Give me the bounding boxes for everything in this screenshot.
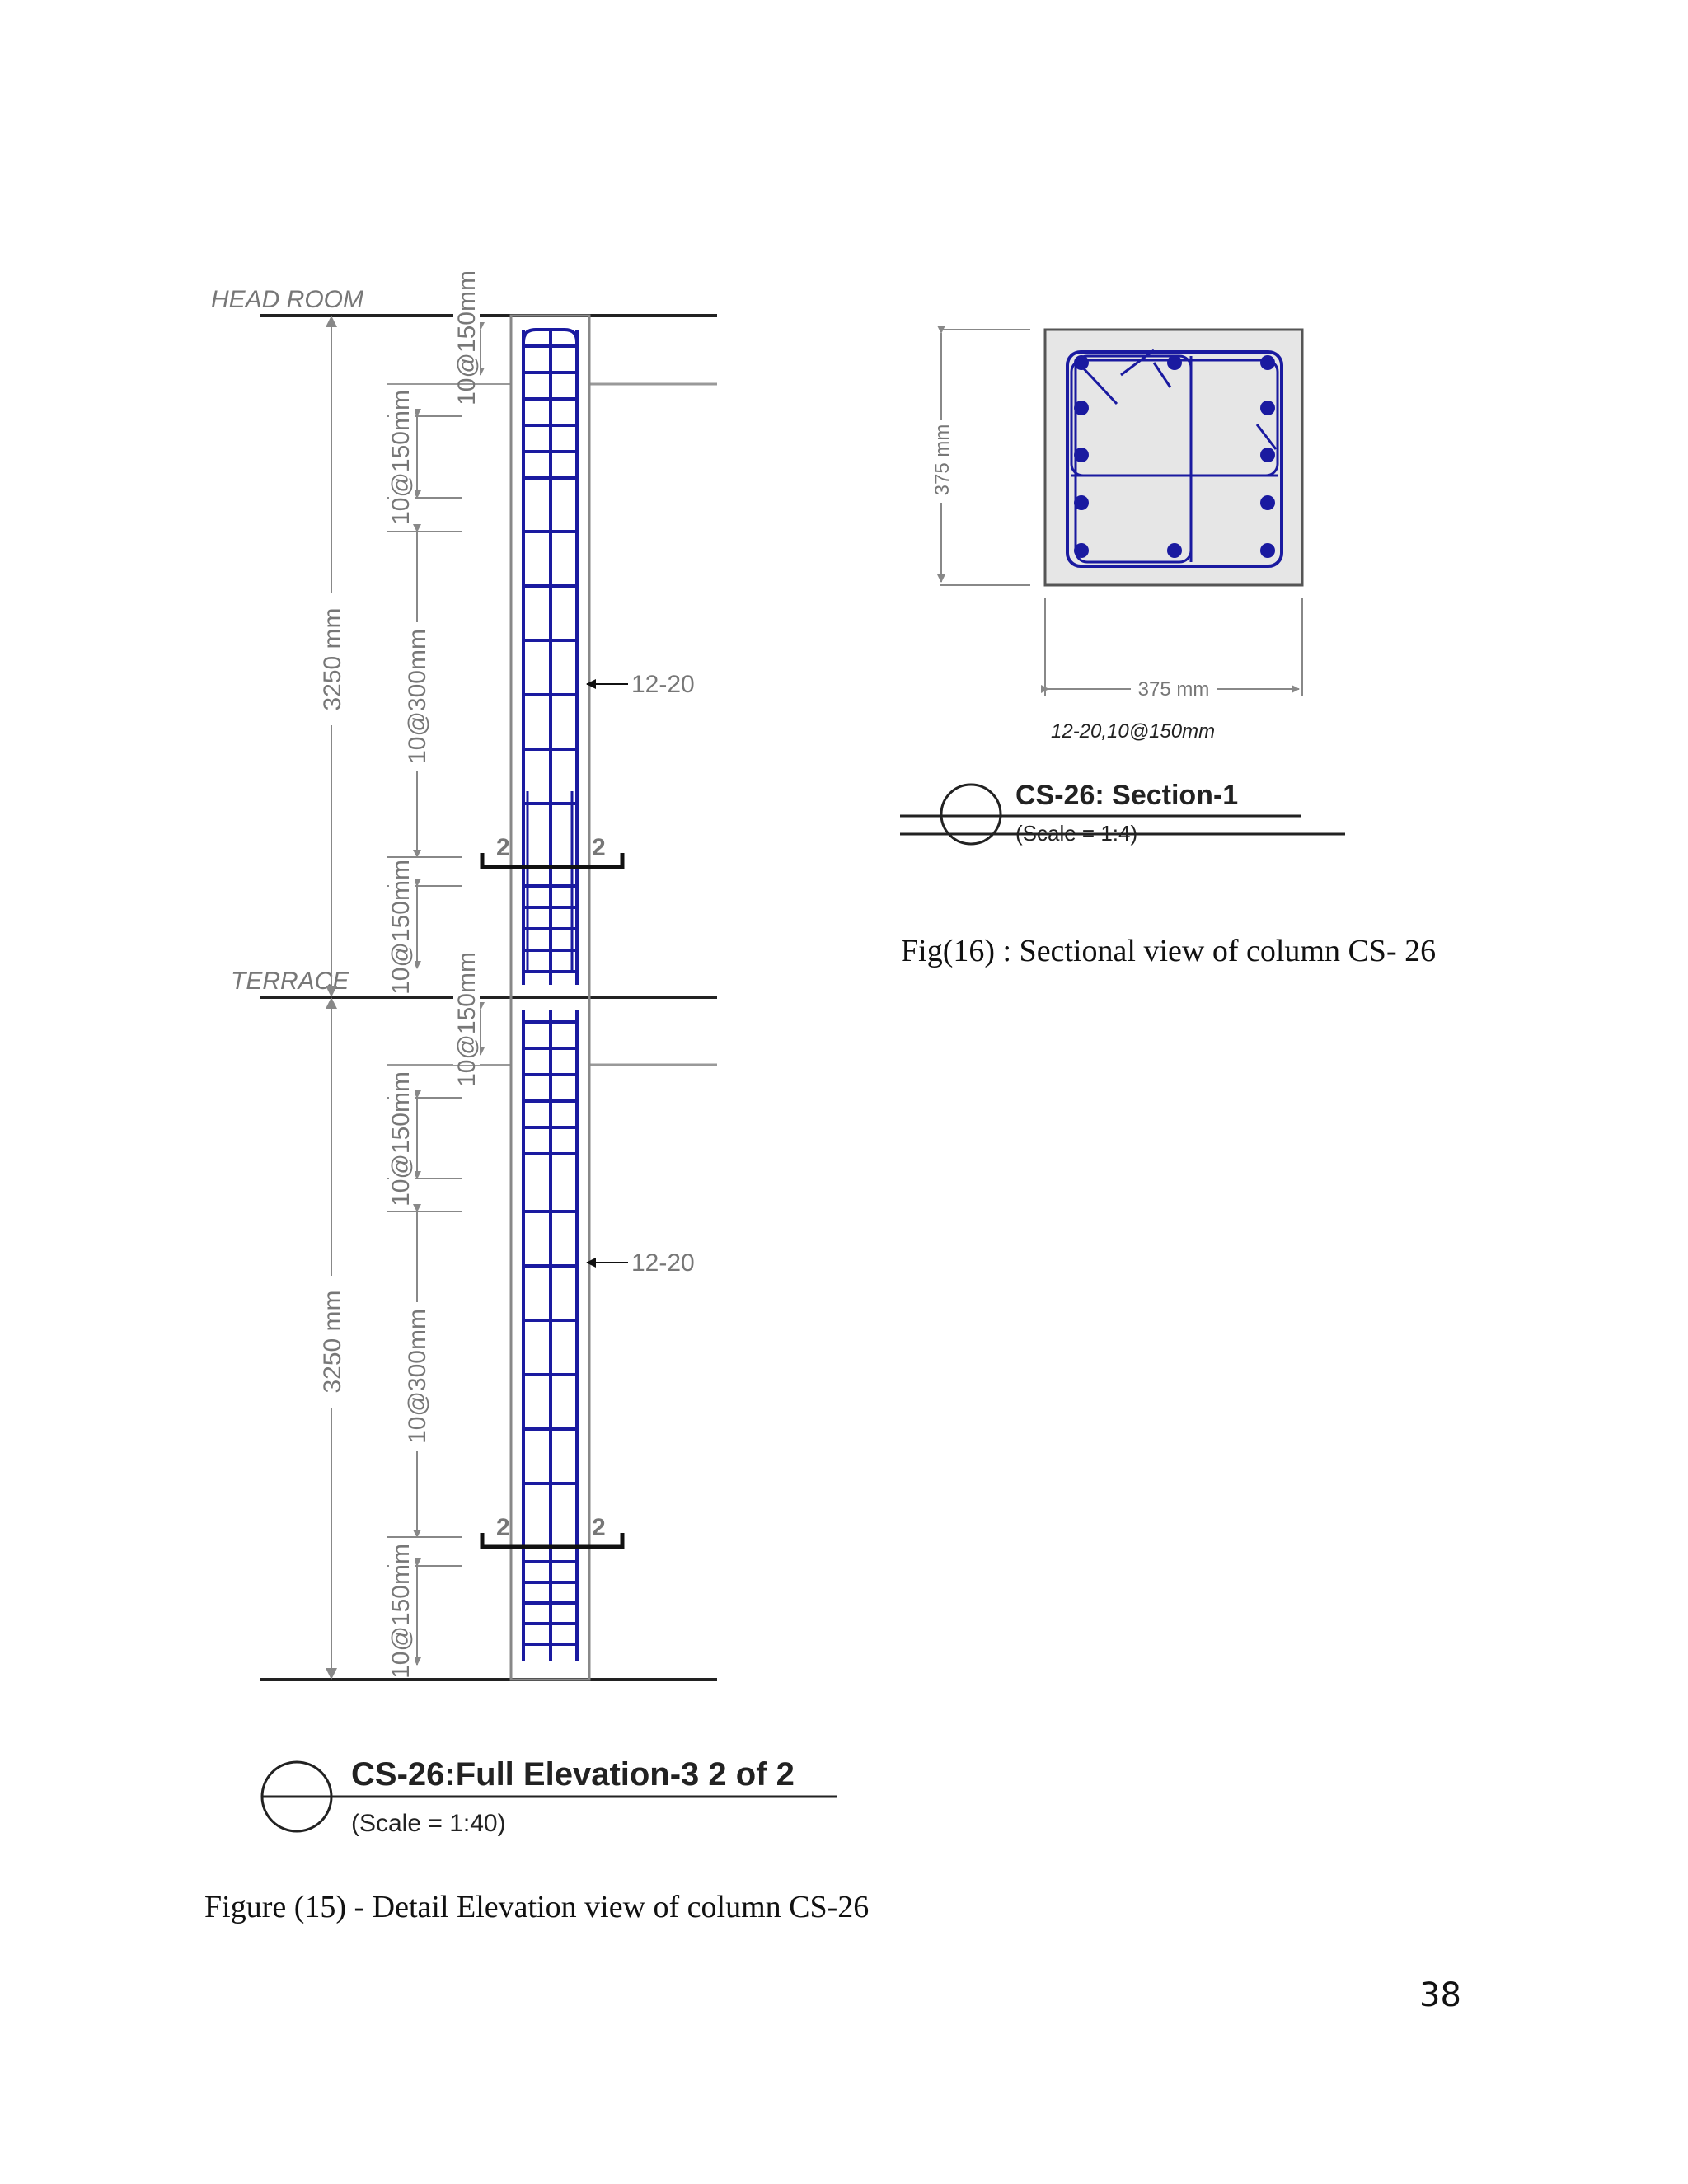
tie-label-top-lower: 10@150mm — [453, 952, 481, 1087]
tie-label-bottom-upper: 10@150mm — [387, 860, 415, 995]
bar-callout-lower: 12-20 — [631, 1249, 695, 1277]
tie-label-zone-lower: 10@150mm — [387, 1071, 415, 1207]
storey-height-upper: 3250 mm — [319, 607, 346, 711]
section-width-label: 375 mm — [1137, 678, 1210, 701]
svg-text:2: 2 — [496, 1514, 510, 1541]
section-reinforcement: 12-20,10@150mm — [1051, 720, 1216, 743]
tie-label-bottom-lower: 10@150mm — [387, 1544, 415, 1679]
head-room-label: HEAD ROOM — [211, 286, 364, 313]
section-scale: (Scale = 1:4) — [1015, 821, 1138, 846]
section-drawing — [900, 330, 1345, 846]
tie-label-mid-upper: 10@300mm — [404, 629, 431, 764]
tie-label-mid-lower: 10@300mm — [404, 1309, 431, 1444]
terrace-label: TERRACE — [231, 968, 349, 995]
elevation-scale: (Scale = 1:40) — [351, 1810, 506, 1837]
section-title-block — [900, 780, 1345, 846]
elevation-title-block — [262, 1756, 837, 1837]
figure-16-caption: Fig(16) : Sectional view of column CS- 26 — [901, 934, 1437, 968]
page-number: 38 — [1419, 1976, 1461, 2014]
elevation-drawing — [211, 270, 837, 1837]
tie-label-zone-upper: 10@150mm — [387, 390, 415, 525]
elevation-title: CS-26:Full Elevation-3 2 of 2 — [351, 1756, 795, 1793]
section-height-label: 375 mm — [931, 424, 954, 496]
svg-text:2: 2 — [592, 834, 606, 861]
rebar-cage — [522, 330, 579, 1661]
tie-label-top-upper: 10@150mm — [453, 270, 481, 405]
svg-text:2: 2 — [592, 1514, 606, 1541]
bar-callout-upper: 12-20 — [631, 671, 695, 698]
svg-text:2: 2 — [496, 834, 510, 861]
storey-height-lower: 3250 mm — [319, 1290, 346, 1394]
figure-15-caption: Figure (15) - Detail Elevation view of column CS-26 — [204, 1890, 870, 1924]
section-title: CS-26: Section-1 — [1015, 780, 1239, 811]
